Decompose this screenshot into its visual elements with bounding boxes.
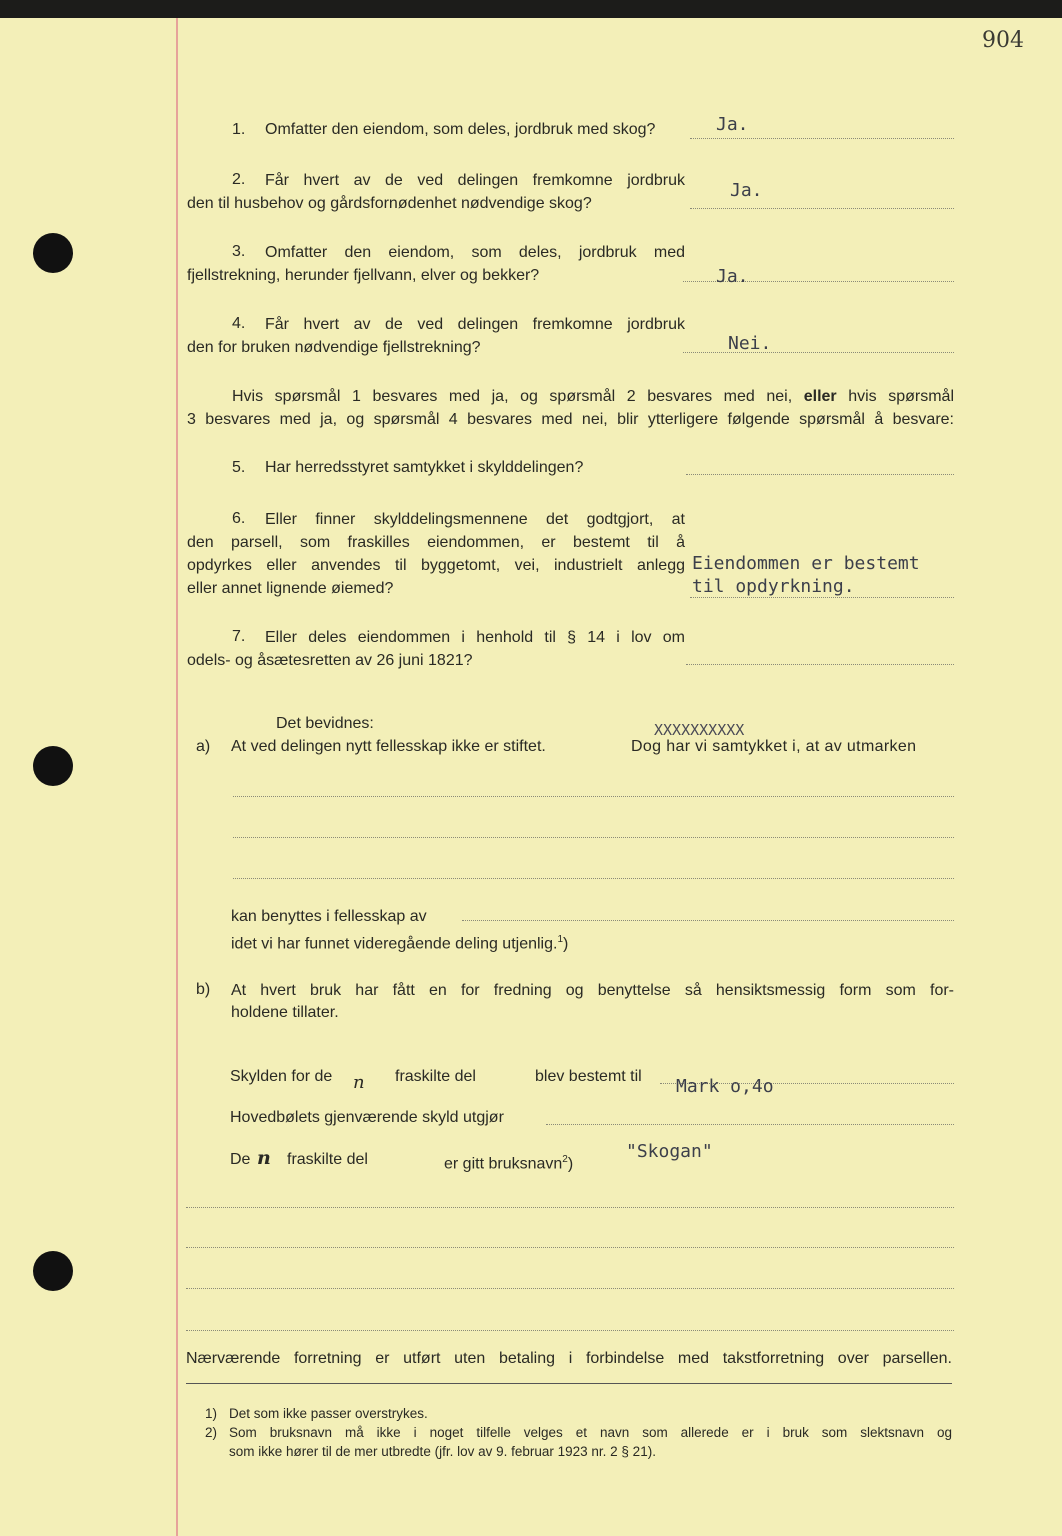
deling-line: idet vi har funnet videregående deling utjenlig.$^1$) bbox=[231, 934, 569, 953]
item-a-text: At ved delingen nytt fellesskap ikke er stiftet. bbox=[231, 738, 546, 755]
condition-line1 bbox=[232, 385, 954, 408]
question-6-answer-line1: Eiendommen er bestemt bbox=[692, 553, 920, 574]
skyld-fraskilte: fraskilte del bbox=[395, 1068, 476, 1085]
question-7-number: 7. bbox=[232, 628, 246, 645]
question-3-answer: Ja. bbox=[716, 266, 749, 287]
footnote-2-line1: Som bruksnavn må ikke i noget tilfelle velges et navn som allerede er i bruk som slektsnavn og bbox=[229, 1425, 952, 1440]
closing-statement: Nærværende forretning er utført uten betaling i forbindelse med takstforretning over parsellen. bbox=[186, 1350, 952, 1367]
footnote-ref-1: 1 bbox=[557, 934, 564, 945]
question-6-line1: Eller finner skylddelingsmennene det godtgjort, at bbox=[265, 511, 685, 528]
question-4-line1: Får hvert av de ved delingen fremkomne jordbruk bbox=[265, 316, 685, 333]
question-3-number: 3. bbox=[232, 243, 246, 260]
condition-bold: eller bbox=[803, 388, 837, 405]
answer-line bbox=[546, 1124, 954, 1125]
item-a-strikeout: XXXXXXXXXX bbox=[654, 721, 745, 739]
question-5-text: Har herredsstyret samtykket i skylddelingen? bbox=[265, 459, 584, 476]
question-2-answer: Ja. bbox=[730, 180, 763, 201]
skyld-label: Skylden for de bbox=[230, 1068, 333, 1085]
de-label: De bbox=[230, 1151, 251, 1168]
footnote-divider bbox=[186, 1383, 952, 1384]
question-2-number: 2. bbox=[232, 171, 246, 188]
question-6-line3: opdyrkes eller anvendes til byggetomt, vei, industrielt anlegg bbox=[187, 557, 685, 574]
answer-line bbox=[683, 352, 954, 353]
footnote-1-text: Det som ikke passer overstrykes. bbox=[229, 1406, 428, 1421]
question-1-text: Omfatter den eiendom, som deles, jordbruk med skog? bbox=[265, 121, 656, 138]
question-6-line4: eller annet lignende øiemed? bbox=[187, 580, 394, 597]
bruksnavn-label bbox=[444, 1149, 573, 1175]
bruksnavn-value: "Skogan" bbox=[626, 1141, 713, 1162]
footnote-1-mark: 1) bbox=[205, 1406, 218, 1421]
skyld-bestemt: blev bestemt til bbox=[535, 1068, 642, 1085]
bruksnavn-text: er gitt bruksnavn bbox=[444, 1155, 563, 1173]
blank-line bbox=[233, 837, 954, 838]
punch-hole bbox=[33, 1251, 73, 1291]
condition-line2: 3 besvares med ja, og spørsmål 4 besvares med nei, blir ytterligere følgende spørsmål å besvare: bbox=[187, 411, 954, 428]
skyld-handwritten-n: n bbox=[353, 1072, 365, 1093]
de-handwritten: n bbox=[257, 1147, 271, 1169]
bruksnavn-paren: ) bbox=[567, 1155, 574, 1173]
item-b-line1: At hvert bruk har fått en for fredning og benyttelse så hensiktsmessig form som for- bbox=[231, 982, 954, 999]
margin-line bbox=[176, 18, 178, 1536]
question-1-answer: Ja. bbox=[716, 114, 749, 135]
question-6-line2: den parsell, som fraskilles eiendommen, er bestemt til å bbox=[187, 534, 685, 551]
deling-text: idet vi har funnet videregående deling utjenlig. bbox=[231, 935, 558, 953]
question-1-number: 1. bbox=[232, 121, 246, 138]
de-fraskilte: fraskilte del bbox=[287, 1151, 368, 1168]
question-3-line1: Omfatter den eiendom, som deles, jordbruk med bbox=[265, 244, 685, 261]
question-7-line1: Eller deles eiendommen i henhold til § 14 i lov om bbox=[265, 629, 685, 646]
blank-line bbox=[186, 1288, 954, 1289]
item-a-label: a) bbox=[196, 738, 211, 755]
bevidnes-heading: Det bevidnes: bbox=[276, 715, 374, 732]
condition-text: Hvis spørsmål 1 besvares med ja, og spørsmål 2 besvares med nei, bbox=[232, 388, 793, 405]
question-4-answer: Nei. bbox=[728, 333, 772, 354]
question-4-line2: den for bruken nødvendige fjellstrekning? bbox=[187, 339, 481, 356]
question-5-number: 5. bbox=[232, 459, 246, 476]
item-b-label: b) bbox=[196, 981, 211, 998]
item-a-typed: Dog har vi samtykket i, at av utmarken bbox=[631, 738, 917, 755]
footnote-ref-2: 2 bbox=[562, 1154, 568, 1165]
footnote-2-mark: 2) bbox=[205, 1425, 218, 1440]
punch-hole bbox=[33, 233, 73, 273]
blank-line bbox=[462, 920, 954, 921]
blank-line bbox=[186, 1247, 954, 1248]
blank-line bbox=[186, 1330, 954, 1331]
question-2-line1: Får hvert av de ved delingen fremkomne jordbruk bbox=[265, 172, 685, 189]
question-3-line2: fjellstrekning, herunder fjellvann, elver og bekker? bbox=[187, 267, 540, 284]
punch-hole bbox=[33, 746, 73, 786]
answer-line bbox=[690, 208, 954, 209]
footnote-2-line2: som ikke hører til de mer utbredte (jfr. lov av 9. februar 1923 nr. 2 § 21). bbox=[229, 1444, 656, 1459]
hovedbol-label: Hovedbølets gjenværende skyld utgjør bbox=[230, 1109, 504, 1126]
scan-top-edge bbox=[0, 0, 1062, 18]
page-number: 904 bbox=[982, 28, 1024, 53]
blank-line bbox=[233, 878, 954, 879]
condition-text: hvis spørsmål bbox=[848, 388, 954, 405]
question-2-line2: den til husbehov og gårdsfornødenhet nødvendige skog? bbox=[187, 195, 592, 212]
question-6-answer-line2: til opdyrkning. bbox=[692, 576, 855, 597]
item-b-line2: holdene tillater. bbox=[231, 1004, 339, 1021]
answer-line bbox=[690, 597, 954, 598]
answer-line bbox=[686, 474, 954, 475]
answer-line bbox=[690, 138, 954, 139]
question-7-line2: odels- og åsætesretten av 26 juni 1821? bbox=[187, 652, 473, 669]
question-6-number: 6. bbox=[232, 510, 246, 527]
fellesskap-line: kan benyttes i fellesskap av bbox=[231, 908, 427, 925]
skyld-value: Mark o,4o bbox=[676, 1076, 774, 1097]
blank-line bbox=[186, 1207, 954, 1208]
question-4-number: 4. bbox=[232, 315, 246, 332]
answer-line bbox=[686, 664, 954, 665]
blank-line bbox=[233, 796, 954, 797]
